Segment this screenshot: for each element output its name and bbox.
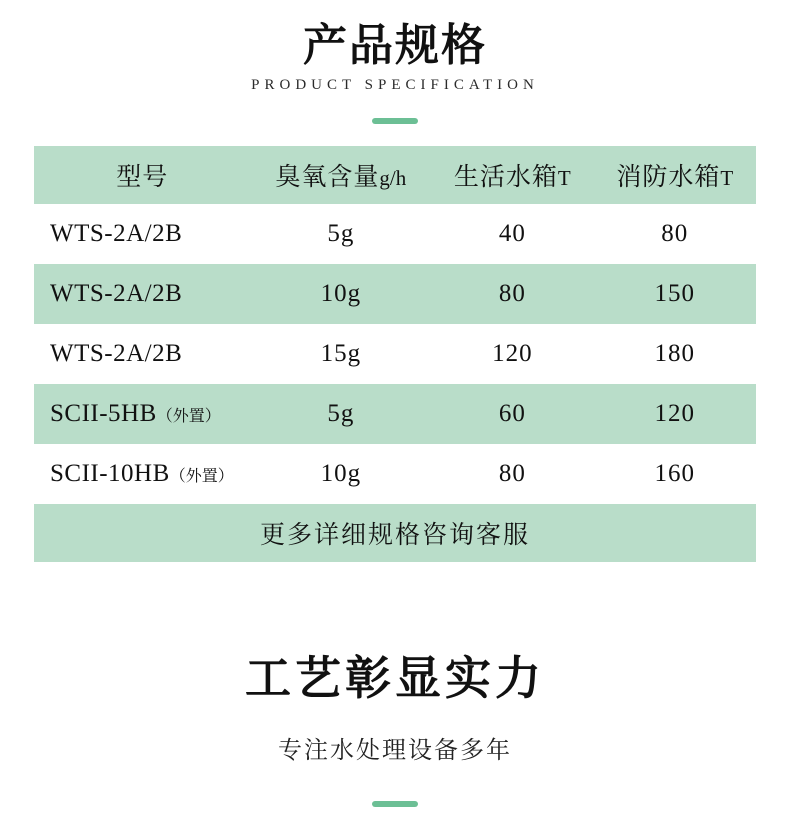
- cell-model-text: SCII-5HB: [50, 400, 157, 427]
- cell-domestic: 120: [492, 340, 533, 367]
- column-header-fire-tank: [594, 146, 756, 204]
- cell-domestic: 80: [498, 460, 526, 487]
- page-title: 产品规格: [303, 21, 487, 70]
- cell-model: [34, 384, 251, 444]
- spec-table-foot: [34, 504, 756, 562]
- cell-domestic: 60: [431, 384, 593, 444]
- column-header-domestic-tank: [431, 146, 593, 204]
- column-header-fire-unit: T: [720, 166, 734, 190]
- column-header-ozone-unit: g/h: [379, 166, 407, 190]
- cell-domestic: 80: [431, 264, 593, 324]
- cell-model: [34, 444, 251, 504]
- craft-section: [0, 642, 790, 807]
- spec-table-body: [34, 204, 756, 504]
- cell-fire: 120: [594, 384, 756, 444]
- cell-model-text: SCII-10HB: [50, 460, 170, 487]
- cell-model-text: WTS-2A/2B: [50, 220, 183, 247]
- spec-table-head: [34, 146, 756, 204]
- column-header-domestic-unit: T: [557, 166, 571, 190]
- cell-ozone: 10g: [251, 264, 432, 324]
- table-row: [34, 384, 756, 444]
- column-header-domestic-label: 生活水箱: [453, 164, 558, 191]
- column-header-fire-label: 消防水箱: [616, 164, 721, 191]
- craft-divider: [372, 801, 418, 807]
- craft-divider-wrap: [0, 801, 790, 807]
- cell-model: [34, 264, 251, 324]
- spec-footer-note: 更多详细规格咨询客服: [34, 504, 756, 562]
- table-row: [34, 444, 756, 504]
- cell-fire: 160: [654, 460, 696, 487]
- craft-headline: 工艺彰显实力: [245, 653, 545, 704]
- cell-fire: 150: [594, 264, 756, 324]
- table-row: [34, 264, 756, 324]
- cell-model-note: （外置）: [156, 408, 221, 425]
- table-header-row: [34, 146, 756, 204]
- table-row: [34, 204, 756, 264]
- cell-model: [34, 204, 251, 264]
- column-header-model-label: 型号: [116, 164, 169, 191]
- spec-table: [34, 146, 756, 562]
- cell-model-note: （外置）: [169, 468, 234, 485]
- cell-ozone: 5g: [327, 220, 355, 247]
- page-subtitle: PRODUCT SPECIFICATION: [251, 77, 539, 93]
- cell-ozone: 5g: [251, 384, 432, 444]
- cell-model: [34, 324, 251, 384]
- column-header-ozone: [251, 146, 432, 204]
- cell-model-text: WTS-2A/2B: [50, 280, 183, 307]
- column-header-ozone-label: 臭氧含量: [275, 164, 380, 191]
- craft-subline: 专注水处理设备多年: [278, 738, 512, 764]
- cell-model-text: WTS-2A/2B: [50, 340, 183, 367]
- cell-fire: 80: [661, 220, 689, 247]
- column-header-model: [34, 146, 251, 204]
- table-row: [34, 324, 756, 384]
- cell-domestic: 40: [498, 220, 526, 247]
- title-divider: [372, 118, 418, 124]
- table-footer-row: [34, 504, 756, 562]
- cell-ozone: 15g: [320, 340, 362, 367]
- cell-ozone: 10g: [320, 460, 362, 487]
- cell-fire: 180: [654, 340, 696, 367]
- title-divider-wrap: [0, 118, 790, 124]
